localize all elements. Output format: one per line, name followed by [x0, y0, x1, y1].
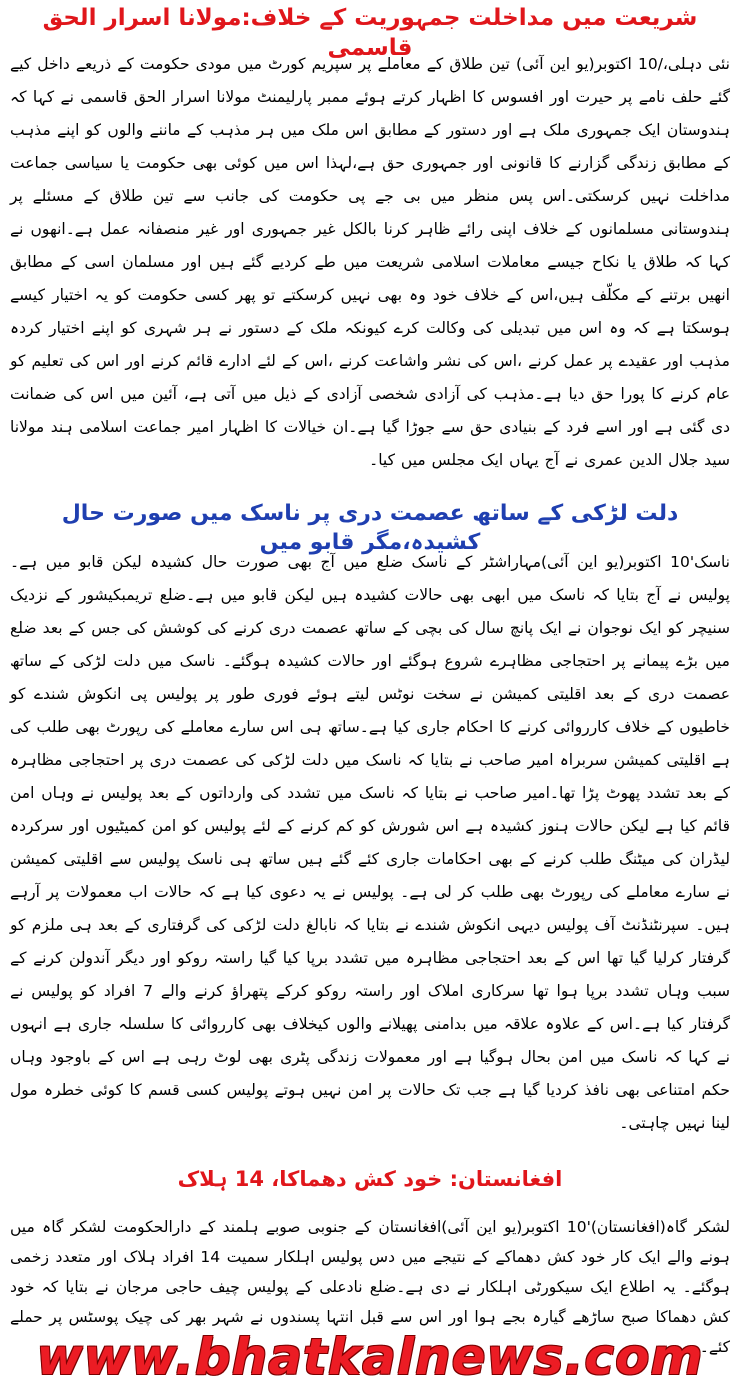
article-headline: افغانستان: خود کش دھماکا، 14 ہلاک	[177, 1167, 563, 1191]
article-sharia-interference	[10, 4, 730, 496]
article-headline: شریعت میں مداخلت جمہوریت کے خلاف:مولانا اسرار الحق قاسمی	[42, 5, 698, 61]
site-footer-banner	[0, 1325, 740, 1389]
article-headline: دلت لڑکی کے ساتھ عصمت دری پر ناسک میں صورت حال کشیدہ،مگر قابو میں	[61, 501, 679, 555]
article-nashik-situation	[10, 500, 730, 1158]
article-afghanistan-blast	[10, 1166, 731, 1356]
website-link[interactable]: www.bhatkalnews.com	[36, 1328, 704, 1386]
article-body: نئی دہلی،/10 اکتوبر(یو این آئی) تین طلاق کے معاملے پر سپریم کورٹ میں مودی حکومت کے ذریعے داخل کیے گئے حلف نامے پر حیرت اور افسوس کا اظہار کرتے ہوئے ممبر پارلیمنٹ مولانا اسرار الحق قاسمی نے کہا کہ ہندوستان ایک جمہوری ملک ہے اور دستور کے مطابق اس ملک میں ہر مذہب کے ماننے والوں کو اپنے مذہب کے مطابق زندگی گزارنے کا قانونی اور جمہوری حق ہے،لہذا اس میں کوئی بھی حکومت یا سیاسی جماعت مداخلت نہیں کرسکتی۔اس پس منظر میں بی جے پی حکومت کی جانب سے تین طلاق کے مسئلے پر ہندوستانی مسلمانوں کے خلاف اپنی رائے ظاہر کرنا بالکل غیر جمہوری اور غیر منصفانہ عمل ہے۔انھوں نے کہا کہ طلاق یا نکاح جیسے معاملات اسلامی شریعت میں طے کردیے گئے ہیں اور مسلمان اسی کے مطابق انھیں برتنے کے مکلّف ہیں،اس کے خلاف خود وہ بھی نہیں کرسکتے تو پھر کسی حکومت کو یہ اختیار کیسے ہوسکتا ہے کہ وہ اس میں تبدیلی کی وکالت کرے کیونکہ ملک کے دستور نے ہر شہری کو اپنے اختیار کردہ مذہب اور عقیدے پر عمل کرنے ،اس کی نشر واشاعت کرنے ،اس کے لئے ادارے قائم کرنے اور اس کی تعلیم کو عام کرنے کا پورا حق دیا ہے۔مذہب کی آزادی شخصی آزادی کے ذیل میں آتی ہے، آئین میں اس کی ضمانت دی گئی ہے اور اسے فرد کے بنیادی حق سے جوڑا گیا ہے۔ان خیالات کا اظہار امیر جماعت اسلامی ہند مولانا سید جلال الدین عمری نے آج یہاں ایک مجلس میں کیا۔	[10, 55, 730, 469]
article-body: لشکر گاہ(افغانستان)'10 اکتوبر(یو این آئی)افغانستان کے جنوبی صوبے ہلمند کے دارالحکومت لشکر گاہ میں ہونے والے ایک کار خود کش دھماکے کے نتیجے میں دس پولیس اہلکار سمیت 14 افراد ہلاک اور متعدد زخمی ہوگئے۔ یہ اطلاع ایک سیکورٹی اہلکار نے دی ہے۔ضلع نادعلی کے پولیس چیف حاجی مرجان نے بتایا کہ خود کش دھماکا صبح ساڑھے گیارہ بجے ہوا اور اس سے قبل انتہا پسندوں نے شہر بھر کی چیک پوسٹس پر حملے کئے۔	[10, 1218, 731, 1356]
article-body: ناسک'10 اکتوبر(یو این آئی)مہاراشٹر کے ناسک ضلع میں آج بھی صورت حال کشیدہ لیکن قابو میں ہے۔ پولیس نے آج بتایا کہ ناسک میں ابھی بھی حالات کشیدہ ہیں لیکن قابو میں ہے۔ضلع تریمبکیشور کے نزدیک سنیچر کو ایک نوجوان نے ایک پانچ سال کی بچی کے ساتھ عصمت دری کرنے کی کوشش کی جس کے بعد ضلع میں بڑے پیمانے پر احتجاجی مظاہرے شروع ہوگئے اور حالات کشیدہ ہوگئے۔ ناسک میں دلت لڑکی کے ساتھ عصمت دری کے بعد اقلیتی کمیشن نے سخت نوٹس لیتے ہوئے فوری طور پر پولیس پی انکوش شندے کو خاطیوں کے خلاف کارروائی کرنے کا احکام جاری کیا ہے۔ساتھ ہی اس سارے معاملے کی رپورٹ بھی طلب کی ہے اقلیتی کمیشن سربراہ امیر صاحب نے بتایا کہ ناسک میں دلت لڑکی کی عصمت دری پر احتجاجی مظاہرہ کے بعد تشدد پھوٹ پڑا تھا۔امیر صاحب نے بتایا کہ ناسک میں تشدد کی وارداتوں کے بعد پولیس نے وہاں امن قائم کیا ہے لیکن حالات ہنوز کشیدہ ہے اس شورش کو کم کرنے کے لئے پولیس کو امن کمیٹیوں اور سرکردہ لیڈران کی میٹنگ طلب کرنے کے بھی احکامات جاری کئے گئے ہیں ساتھ ہی ناسک پولیس سے اقلیتی کمیشن نے سارے معاملے کی رپورٹ بھی طلب کر لی ہے۔ پولیس نے یہ دعوی کیا ہے کہ حالات اب معمولات پر آرہے ہیں۔ سپرنٹنڈنٹ آف پولیس دیہی انکوش شندے نے بتایا کہ نابالغ دلت لڑکی کی گرفتاری کے بعد ہی ملزم کو گرفتار کرلیا گیا تھا اس کے بعد احتجاجی مظاہرہ میں تشدد برپا کیا گیا راستہ روکو اور دیگر آندولن کرنے کے سبب وہاں تشدد برپا ہوا تھا سرکاری املاک اور راستہ روکو کرکے پتھراؤ کرنے والے 7 افراد کو پولیس نے گرفتار کیا ہے۔اس کے علاوہ علاقہ میں بدامنی پھیلانے والوں کیخلاف بھی کارروائی کا سلسلہ جاری ہے انہوں نے کہا کہ ناسک میں امن بحال ہوگیا ہے اور معمولات زندگی پٹری بھی لوٹ رہی ہے اس کے باوجود وہاں حکم امتناعی بھی نافذ کردیا گیا ہے جب تک حالات پر امن نہیں ہوتے پولیس کسی قسم کا کوئی خطرہ مول لینا نہیں چاہتی۔	[10, 553, 730, 1132]
